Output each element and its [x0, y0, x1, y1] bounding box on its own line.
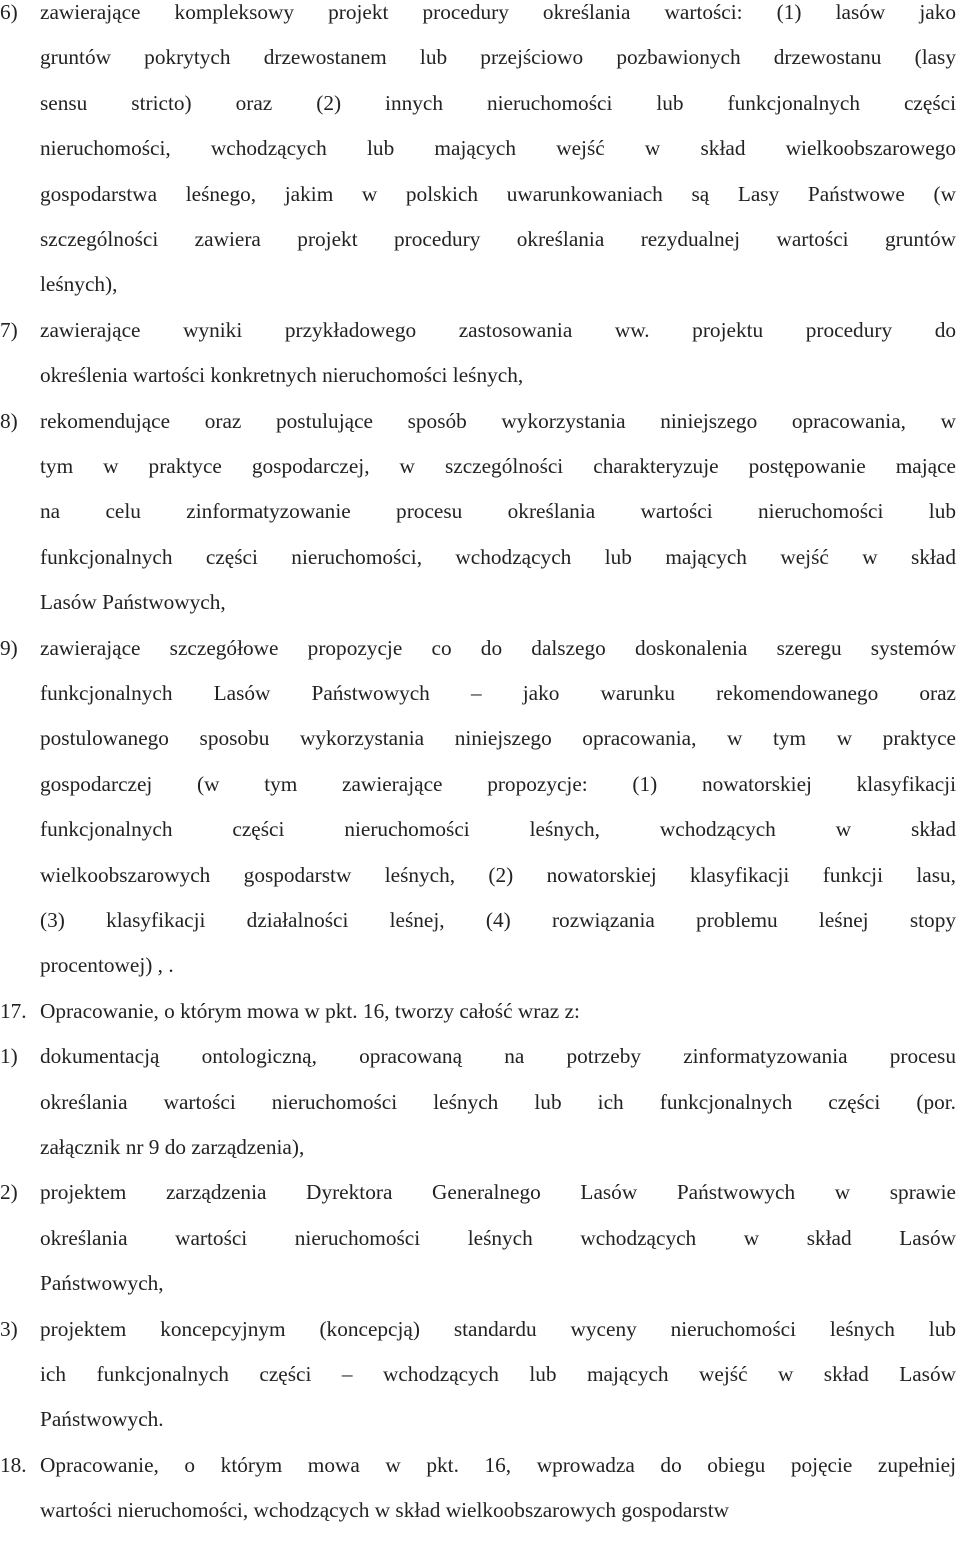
text-line: gospodarczej (w tym zawierające propozycje: (1) nowatorskiej klasyfikacji [40, 771, 956, 796]
list-item [0, 1177, 956, 1313]
text-line: postulowanego sposobu wykorzystania niniejszego opracowania, w tym w praktyce [40, 726, 956, 751]
list-item [0, 1314, 956, 1450]
text-line: rekomendujące oraz postulujące sposób wykorzystania niniejszego opracowania, w [40, 408, 956, 433]
text-line: projektem zarządzenia Dyrektora Generalnego Lasów Państwowych w sprawie [40, 1180, 956, 1205]
text-line: Państwowych. [40, 1407, 164, 1432]
text-line: Państwowych, [40, 1271, 164, 1296]
list-item-number: 8) [0, 408, 18, 433]
list-item-number: 17. [0, 998, 27, 1023]
text-line: funkcjonalnych części nieruchomości leśnych, wchodzących w skład [40, 817, 956, 842]
text-line: wartości nieruchomości, wchodzących w skład wielkoobszarowych gospodarstw [40, 1498, 729, 1523]
text-line: gospodarstwa leśnego, jakim w polskich uwarunkowaniach są Lasy Państwowe (w [40, 181, 956, 206]
list-item-number: 6) [0, 0, 18, 24]
text-line: zawierające kompleksowy projekt procedury określania wartości: (1) lasów jako [40, 0, 956, 24]
text-line: projektem koncepcyjnym (koncepcją) standardu wyceny nieruchomości leśnych lub [40, 1316, 956, 1341]
list-item-number: 1) [0, 1044, 18, 1069]
text-line: Opracowanie, o którym mowa w pkt. 16, wprowadza do obiegu pojęcie zupełniej [40, 1452, 956, 1477]
text-line: (3) klasyfikacji działalności leśnej, (4) rozwiązania problemu leśnej stopy [40, 907, 956, 932]
list-item-number: 7) [0, 317, 18, 342]
list-item-number: 2) [0, 1180, 18, 1205]
list-item [0, 315, 956, 406]
text-line: gruntów pokrytych drzewostanem lub przejściowo pozbawionych drzewostanu (lasy [40, 45, 956, 70]
text-line: określania wartości nieruchomości leśnych lub ich funkcjonalnych części (por. [40, 1089, 956, 1114]
text-line: Opracowanie, o którym mowa w pkt. 16, tworzy całość wraz z: [40, 998, 580, 1023]
text-line: Lasów Państwowych, [40, 590, 226, 615]
text-line: szczególności zawiera projekt procedury określania rezydualnej wartości gruntów [40, 227, 956, 251]
text-line: tym w praktyce gospodarczej, w szczególności charakteryzuje postępowanie mające [40, 453, 956, 478]
list-item-number: 3) [0, 1316, 18, 1341]
list-item [0, 0, 956, 315]
text-line: załącznik nr 9 do zarządzenia), [40, 1134, 305, 1159]
list-item-number: 9) [0, 635, 18, 660]
list-item-number: 18. [0, 1452, 27, 1477]
text-line: nieruchomości, wchodzących lub mających wejść w skład wielkoobszarowego [40, 136, 956, 161]
text-line: zawierające wyniki przykładowego zastosowania ww. projektu procedury do [40, 317, 956, 342]
list-item [0, 996, 956, 1041]
text-line: funkcjonalnych Lasów Państwowych – jako warunku rekomendowanego oraz [40, 680, 956, 705]
text-line: ich funkcjonalnych części – wchodzących lub mających wejść w skład Lasów [40, 1361, 956, 1386]
text-line: procentowej) , . [40, 953, 174, 978]
text-line: funkcjonalnych części nieruchomości, wchodzących lub mających wejść w skład [40, 544, 956, 569]
text-line: zawierające szczegółowe propozycje co do dalszego doskonalenia szeregu systemów [40, 635, 956, 660]
text-line: określenia wartości konkretnych nieruchomości leśnych, [40, 363, 524, 388]
list-item [0, 406, 956, 633]
text-line: wielkoobszarowych gospodarstw leśnych, (2) nowatorskiej klasyfikacji funkcji lasu, [40, 862, 956, 887]
text-line: sensu stricto) oraz (2) innych nieruchomości lub funkcjonalnych części [40, 90, 956, 115]
list-item [0, 1450, 956, 1541]
text-line: leśnych), [40, 272, 118, 297]
text-line: dokumentacją ontologiczną, opracowaną na potrzeby zinformatyzowania procesu [40, 1044, 956, 1069]
list-item [0, 633, 956, 996]
text-line: na celu zinformatyzowanie procesu określania wartości nieruchomości lub [40, 499, 956, 524]
list-item [0, 1041, 956, 1177]
text-line: określania wartości nieruchomości leśnych wchodzących w skład Lasów [40, 1225, 956, 1250]
